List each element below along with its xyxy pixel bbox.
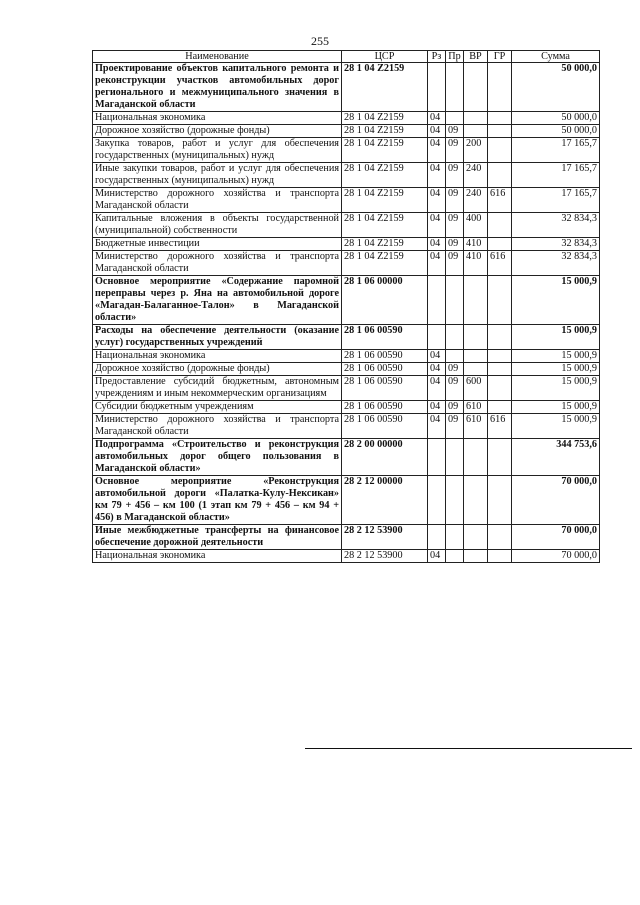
cell-name: Дорожное хозяйство (дорожные фонды) [93,125,342,138]
cell-csr: 28 1 04 Z2159 [342,238,428,251]
cell-vr: 240 [464,188,488,213]
cell-name: Расходы на обеспечение деятельности (оказание услуг) государственных учреждений [93,325,342,350]
cell-gr [488,525,512,550]
cell-sum: 32 834,3 [512,251,600,276]
cell-gr [488,439,512,476]
cell-vr [464,112,488,125]
cell-sum: 15 000,9 [512,414,600,439]
cell-gr [488,163,512,188]
table-row [93,63,600,112]
table-row [93,112,600,125]
cell-gr [488,276,512,325]
cell-name: Субсидии бюджетным учреждениям [93,401,342,414]
table-row [93,476,600,525]
cell-gr [488,325,512,350]
cell-vr [464,525,488,550]
cell-sum: 17 165,7 [512,163,600,188]
cell-rz: 04 [428,112,446,125]
cell-csr: 28 2 12 00000 [342,476,428,525]
header-pr: Пр [446,51,464,63]
cell-rz: 04 [428,414,446,439]
cell-csr: 28 1 04 Z2159 [342,163,428,188]
cell-vr [464,363,488,376]
cell-vr: 410 [464,238,488,251]
table-row [93,276,600,325]
table-row [93,525,600,550]
cell-rz: 04 [428,188,446,213]
cell-name: Иные закупки товаров, работ и услуг для обеспечения государственных (муниципальных) нужд [93,163,342,188]
cell-sum: 15 000,9 [512,350,600,363]
cell-pr [446,63,464,112]
header-sum: Сумма [512,51,600,63]
table-row [93,350,600,363]
cell-pr [446,325,464,350]
cell-gr [488,213,512,238]
cell-rz [428,439,446,476]
header-rz: Рз [428,51,446,63]
cell-vr [464,276,488,325]
cell-gr [488,376,512,401]
cell-name: Национальная экономика [93,550,342,563]
cell-gr [488,112,512,125]
cell-name: Национальная экономика [93,112,342,125]
cell-sum: 17 165,7 [512,188,600,213]
cell-csr: 28 1 04 Z2159 [342,138,428,163]
cell-vr: 610 [464,401,488,414]
cell-rz: 04 [428,251,446,276]
cell-csr: 28 2 00 00000 [342,439,428,476]
cell-pr [446,350,464,363]
footer-rule [305,748,632,749]
header-gr: ГР [488,51,512,63]
cell-vr [464,63,488,112]
cell-pr: 09 [446,414,464,439]
cell-csr: 28 1 04 Z2159 [342,188,428,213]
cell-sum: 15 000,9 [512,376,600,401]
cell-vr [464,125,488,138]
cell-pr [446,550,464,563]
cell-pr [446,276,464,325]
cell-csr: 28 1 06 00000 [342,276,428,325]
cell-pr: 09 [446,238,464,251]
cell-sum: 32 834,3 [512,213,600,238]
cell-name: Иные межбюджетные трансферты на финансовое обеспечение дорожной деятельности [93,525,342,550]
cell-gr [488,238,512,251]
cell-pr [446,476,464,525]
cell-csr: 28 2 12 53900 [342,525,428,550]
cell-pr: 09 [446,188,464,213]
table-row [93,163,600,188]
cell-name: Проектирование объектов капитального ремонта и реконструкции участков автомобильных дорог регионального и межмуниципального значения в Магаданской области [93,63,342,112]
table-row [93,251,600,276]
cell-csr: 28 1 04 Z2159 [342,112,428,125]
cell-rz: 04 [428,125,446,138]
table-row [93,125,600,138]
cell-rz: 04 [428,213,446,238]
cell-name: Подпрограмма «Строительство и реконструкция автомобильных дорог общего пользования в Магаданской области» [93,439,342,476]
table-row [93,439,600,476]
page-number: 255 [311,34,329,48]
cell-pr [446,525,464,550]
cell-sum: 50 000,0 [512,112,600,125]
cell-name: Капитальные вложения в объекты государственной (муниципальной) собственности [93,213,342,238]
cell-gr [488,63,512,112]
cell-csr: 28 1 06 00590 [342,376,428,401]
cell-vr [464,550,488,563]
cell-sum: 15 000,9 [512,325,600,350]
cell-csr: 28 1 04 Z2159 [342,125,428,138]
cell-gr [488,550,512,563]
cell-csr: 28 1 06 00590 [342,414,428,439]
table-row [93,213,600,238]
cell-sum: 32 834,3 [512,238,600,251]
cell-rz [428,63,446,112]
cell-gr [488,401,512,414]
table-row [93,550,600,563]
cell-rz: 04 [428,550,446,563]
cell-sum: 15 000,9 [512,401,600,414]
cell-rz: 04 [428,350,446,363]
cell-pr [446,112,464,125]
cell-sum: 70 000,0 [512,525,600,550]
cell-vr [464,350,488,363]
cell-csr: 28 1 04 Z2159 [342,63,428,112]
cell-gr [488,476,512,525]
cell-vr: 200 [464,138,488,163]
cell-name: Основное мероприятие «Реконструкция автомобильной дороги «Палатка-Кулу-Нексикан» км 79 + 456 – км 100 (1 этап км 79 + 456 – км 94 + 456) в Магаданской области» [93,476,342,525]
cell-csr: 28 1 06 00590 [342,350,428,363]
table-row [93,401,600,414]
cell-name: Министерство дорожного хозяйства и транспорта Магаданской области [93,414,342,439]
cell-name: Национальная экономика [93,350,342,363]
cell-name: Дорожное хозяйство (дорожные фонды) [93,363,342,376]
cell-gr [488,363,512,376]
cell-pr: 09 [446,125,464,138]
cell-rz: 04 [428,363,446,376]
table-row [93,376,600,401]
cell-sum: 15 000,9 [512,363,600,376]
cell-name: Основное мероприятие «Содержание паромной переправы через р. Яна на автомобильной дороге «Магадан-Балаганное-Талон» в Магаданской области» [93,276,342,325]
header-name: Наименование [93,51,342,63]
table-row [93,363,600,376]
cell-vr: 410 [464,251,488,276]
cell-pr: 09 [446,401,464,414]
cell-rz [428,276,446,325]
cell-csr: 28 1 04 Z2159 [342,213,428,238]
cell-vr: 600 [464,376,488,401]
cell-csr: 28 1 06 00590 [342,363,428,376]
cell-pr: 09 [446,213,464,238]
cell-pr [446,439,464,476]
cell-csr: 28 2 12 53900 [342,550,428,563]
cell-vr [464,325,488,350]
cell-sum: 70 000,0 [512,476,600,525]
cell-pr: 09 [446,163,464,188]
cell-gr: 616 [488,251,512,276]
cell-vr: 610 [464,414,488,439]
cell-vr [464,476,488,525]
header-vr: ВР [464,51,488,63]
table-row [93,188,600,213]
cell-vr: 240 [464,163,488,188]
cell-pr: 09 [446,251,464,276]
cell-csr: 28 1 04 Z2159 [342,251,428,276]
table-row [93,138,600,163]
cell-vr [464,439,488,476]
cell-gr: 616 [488,414,512,439]
cell-rz: 04 [428,401,446,414]
table-row [93,238,600,251]
cell-rz [428,325,446,350]
cell-name: Министерство дорожного хозяйства и транспорта Магаданской области [93,188,342,213]
cell-sum: 344 753,6 [512,439,600,476]
cell-sum: 15 000,9 [512,276,600,325]
cell-vr: 400 [464,213,488,238]
cell-rz [428,476,446,525]
cell-rz: 04 [428,163,446,188]
cell-gr [488,125,512,138]
cell-rz: 04 [428,138,446,163]
table-header-row [93,51,600,63]
budget-table [92,50,600,563]
cell-csr: 28 1 06 00590 [342,401,428,414]
cell-rz: 04 [428,238,446,251]
cell-sum: 50 000,0 [512,125,600,138]
cell-sum: 70 000,0 [512,550,600,563]
cell-pr: 09 [446,138,464,163]
cell-name: Министерство дорожного хозяйства и транспорта Магаданской области [93,251,342,276]
cell-gr: 616 [488,188,512,213]
cell-pr: 09 [446,376,464,401]
cell-gr [488,138,512,163]
cell-name: Предоставление субсидий бюджетным, автономным учреждениям и иным некоммерческим организациям [93,376,342,401]
cell-rz [428,525,446,550]
table-row [93,325,600,350]
cell-pr: 09 [446,363,464,376]
cell-gr [488,350,512,363]
header-csr: ЦСР [342,51,428,63]
table-row [93,414,600,439]
cell-csr: 28 1 06 00590 [342,325,428,350]
cell-sum: 50 000,0 [512,63,600,112]
cell-name: Бюджетные инвестиции [93,238,342,251]
cell-sum: 17 165,7 [512,138,600,163]
table-body [93,63,600,563]
cell-rz: 04 [428,376,446,401]
cell-name: Закупка товаров, работ и услуг для обеспечения государственных (муниципальных) нужд [93,138,342,163]
